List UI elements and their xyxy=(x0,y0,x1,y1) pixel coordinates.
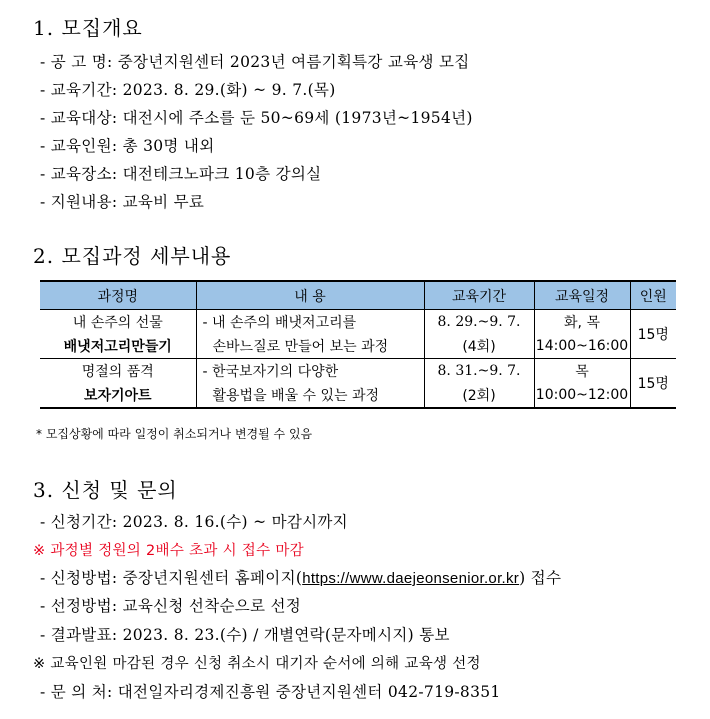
period-line2: (4회) xyxy=(424,334,534,359)
table-note: * 모집상황에 따라 일정이 취소되거나 변경될 수 있음 xyxy=(36,427,313,441)
header-content: 내 용 xyxy=(196,281,424,310)
section1-title: 1. 모집개요 xyxy=(33,16,143,40)
contact-line: - 문 의 처: 대전일자리경제진흥원 중장년지원센터 042-719-8351 xyxy=(40,683,501,701)
period-line2: (2회) xyxy=(424,383,534,408)
application-method-line xyxy=(40,566,561,588)
table-row xyxy=(40,383,676,408)
content-line1: - 한국보자기의 다양한 xyxy=(196,359,424,384)
section3-title: 3. 신청 및 문의 xyxy=(33,478,178,502)
header-people: 인원 xyxy=(630,281,676,310)
schedule-line1: 화, 목 xyxy=(534,310,630,335)
people-count: 15명 xyxy=(630,310,676,359)
table-row xyxy=(40,334,676,359)
course-table xyxy=(40,280,676,409)
period-line1: 8. 31.~9. 7. xyxy=(424,359,534,384)
schedule-line2: 14:00~16:00 xyxy=(534,334,630,359)
table-row xyxy=(40,359,676,384)
content-line2: 손바느질로 만들어 보는 과정 xyxy=(196,334,424,359)
schedule-line2: 10:00~12:00 xyxy=(534,383,630,408)
people-count: 15명 xyxy=(630,359,676,409)
homepage-link[interactable]: https://www.daejeonsenior.or.kr xyxy=(302,570,520,587)
method-suffix: ) 접수 xyxy=(519,569,562,587)
table-header-row xyxy=(40,281,676,310)
header-period: 교육기간 xyxy=(424,281,534,310)
table-row xyxy=(40,310,676,335)
support-content-line: - 지원내용: 교육비 무료 xyxy=(40,193,205,211)
education-location-line: - 교육장소: 대전테크노파크 10층 강의실 xyxy=(40,165,322,183)
header-course-name: 과정명 xyxy=(40,281,196,310)
course-name-line1: 내 손주의 선물 xyxy=(40,310,196,335)
course-name-line2: 보자기아트 xyxy=(40,383,196,408)
method-prefix: - 신청방법: 중장년지원센터 홈페이지( xyxy=(40,569,303,587)
content-line1: - 내 손주의 배냇저고리를 xyxy=(196,310,424,335)
schedule-line1: 목 xyxy=(534,359,630,384)
education-target-line: - 교육대상: 대전시에 주소를 둔 50~69세 (1973년~1954년) xyxy=(40,109,473,127)
education-capacity-line: - 교육인원: 총 30명 내외 xyxy=(40,137,215,155)
section2-title: 2. 모집과정 세부내용 xyxy=(33,244,232,268)
header-schedule: 교육일정 xyxy=(534,281,630,310)
notice-title-line: - 공 고 명: 중장년지원센터 2023년 여름기획특강 교육생 모집 xyxy=(40,53,470,71)
content-line2: 활용법을 배울 수 있는 과정 xyxy=(196,383,424,408)
capacity-warning: ※ 과정별 정원의 2배수 초과 시 접수 마감 xyxy=(33,543,304,559)
course-name-line1: 명절의 품격 xyxy=(40,359,196,384)
result-announcement-line: - 결과발표: 2023. 8. 23.(수) / 개별연락(문자메시지) 통보 xyxy=(40,626,450,644)
application-period-line: - 신청기간: 2023. 8. 16.(수) ~ 마감시까지 xyxy=(40,513,348,531)
period-line1: 8. 29.~9. 7. xyxy=(424,310,534,335)
selection-method-line: - 선정방법: 교육신청 선착순으로 선정 xyxy=(40,597,302,615)
education-period-line: - 교육기간: 2023. 8. 29.(화) ~ 9. 7.(목) xyxy=(40,81,336,99)
waitlist-note: ※ 교육인원 마감된 경우 신청 취소시 대기자 순서에 의해 교육생 선정 xyxy=(33,656,481,672)
course-name-line2: 배냇저고리만들기 xyxy=(40,334,196,359)
